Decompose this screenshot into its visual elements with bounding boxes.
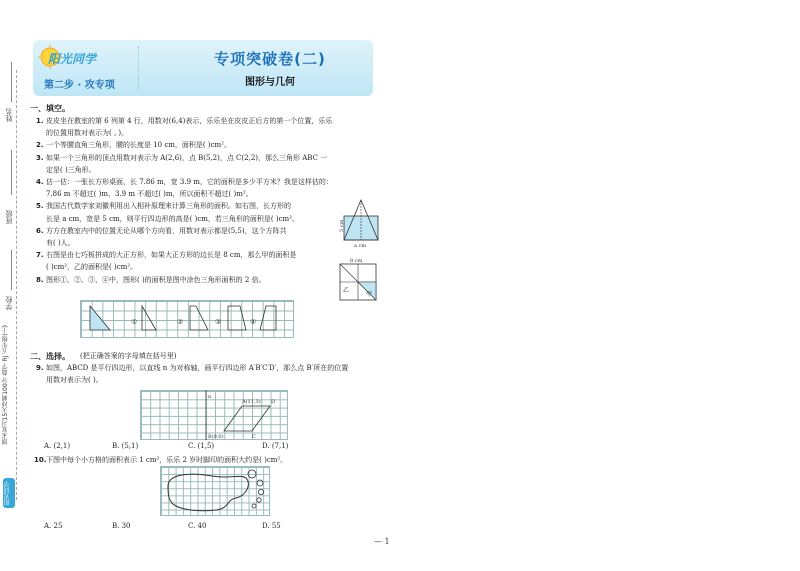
name-label: 姓名 [5,108,13,122]
question-line: 一个等腰直角三角形，腰的长度是 10 cm，面积是( )cm²。 [46,141,231,149]
school-label: 学校 [5,296,13,310]
fig9-D-label: D [271,399,276,405]
fig9-parallelogram [140,390,288,440]
fig8-label-2: ② [177,318,184,326]
step-tag: 第二步 · 攻专项 [44,80,115,91]
q9-number: 9. [36,364,44,372]
question-line: 图形①、②、③、④中，图形( )的面积是图中涂色三角形面积的 2 倍。 [46,276,266,284]
q10-line: 下图中每个小方格的面积表示 1 cm²，乐乐 2 岁时脚印的面积大约是( )cm²。 [46,456,288,464]
section2-note: (把正确答案的字母填在括号里) [80,352,177,360]
fig7-tangram [338,256,380,302]
q-number: 2. [36,141,44,149]
footprint-icon [160,466,270,516]
question-line: 定是( )三角形。 [46,166,96,174]
q-number: 1. [36,117,44,125]
q9-option-c[interactable]: C. (1,5) [188,442,215,450]
fig7-size-label: 8 cm [350,258,363,264]
spine-brand: 阳光同学 [3,478,15,508]
binding-strip [0,0,22,571]
q-number: 3. [36,154,44,162]
q10-option-b[interactable]: B. 30 [112,522,131,530]
fig8-label-4: ④ [250,318,257,326]
q10-number: 10. [34,456,47,464]
q10-option-a[interactable]: A. 25 [44,522,63,530]
question-line: 右图是由七巧板拼成的大正方形，如果大正方形的边长是 8 cm，那么甲的面积是 [46,251,297,259]
class-rule [11,150,12,195]
class-label: 班级 [5,210,13,224]
question-line: 有( )人。 [46,239,75,247]
fig9-B-label: B(9,0) [208,434,224,440]
fig5-rectangle-triangle [338,198,382,248]
fig5-length-label: a cm [354,243,367,248]
question-line: 我国古代数学家刘徽利用出入相补原理来计算三角形的面积。如右图，长方形的 [46,202,291,210]
q-number: 5. [36,202,44,210]
fig8-label-3: ③ [215,318,222,326]
fig8-shapes [80,300,294,338]
q9-line-2: 用数对表示为( )。 [46,376,103,384]
q10-option-d[interactable]: D. 55 [262,522,281,530]
question-line: 的位置用数对表示为( , )。 [46,129,129,137]
q9-option-b[interactable]: B. (5,1) [112,442,139,450]
question-line: 7.86 m 不超过( )m，3.9 m 不超过( )m，所以面积不超过( )m²。 [46,190,253,198]
question-line: 皮皮坐在教室的第 6 列第 4 行，用数对(6,4)表示，乐乐坐在皮皮正后方的第一个位置，乐乐 [46,117,333,125]
fig9-n-label: n [208,394,212,400]
q9-option-a[interactable]: A. (2,1) [44,442,71,450]
section2-heading: 二、选择。 [30,352,70,361]
fig7-yi-label: 乙 [343,287,350,294]
name-rule [11,62,12,102]
q10-option-c[interactable]: C. 40 [188,522,207,530]
page-number: — 1 [374,537,390,546]
q-number: 4. [36,178,44,186]
question-line: 长是 a cm，宽是 5 cm，则平行四边形的高是( )cm，若三角形的面积是( )cm²。 [46,215,299,223]
page-subtitle: 图形与几何 [245,77,295,88]
fig9-A-label: A(11,3) [242,399,261,405]
q-number: 7. [36,251,44,259]
question-line: 估一估：一张长方形桌面，长 7.86 m，宽 3.9 m，它的面积是多少平方米？我是这样估的： [46,178,333,186]
section1-heading: 一、填空。 [30,104,70,113]
cut-line [16,70,17,500]
question-line: 如果一个三角形的顶点用数对表示为 A(2,6)，点 B(5,2)，点 C(2,2)，那么三角形 ABC 一 [46,154,328,162]
page-title: 专项突破卷(二) [214,50,326,68]
question-line: 方方在教室内中的位置无论从哪个方向看，用数对表示都是(5,5)，这个方阵共 [46,227,287,235]
fig9-C-label: C [252,434,256,440]
spine-text: 期末复习15天冲刺100分 数学 RJ 五年级(上) [2,325,9,445]
banner-divider [138,46,139,90]
question-line: ( )cm²，乙的面积是( )cm²。 [46,263,138,271]
logo-text: 阳光同学 [48,52,97,66]
q9-option-d[interactable]: D. (7,1) [262,442,289,450]
fig7-jia-label: 甲 [366,291,373,298]
q9-line-1: 如图，ABCD 是平行四边形，以直线 n 为对称轴，画平行四边形 A′B′C′D′，那么点 B′所在的位置 [46,364,349,372]
school-rule [11,250,12,290]
q-number: 6. [36,227,44,235]
fig5-width-label: 5 cm [339,219,345,232]
q-number: 8. [36,276,44,284]
fig8-label-1: ① [131,318,138,326]
